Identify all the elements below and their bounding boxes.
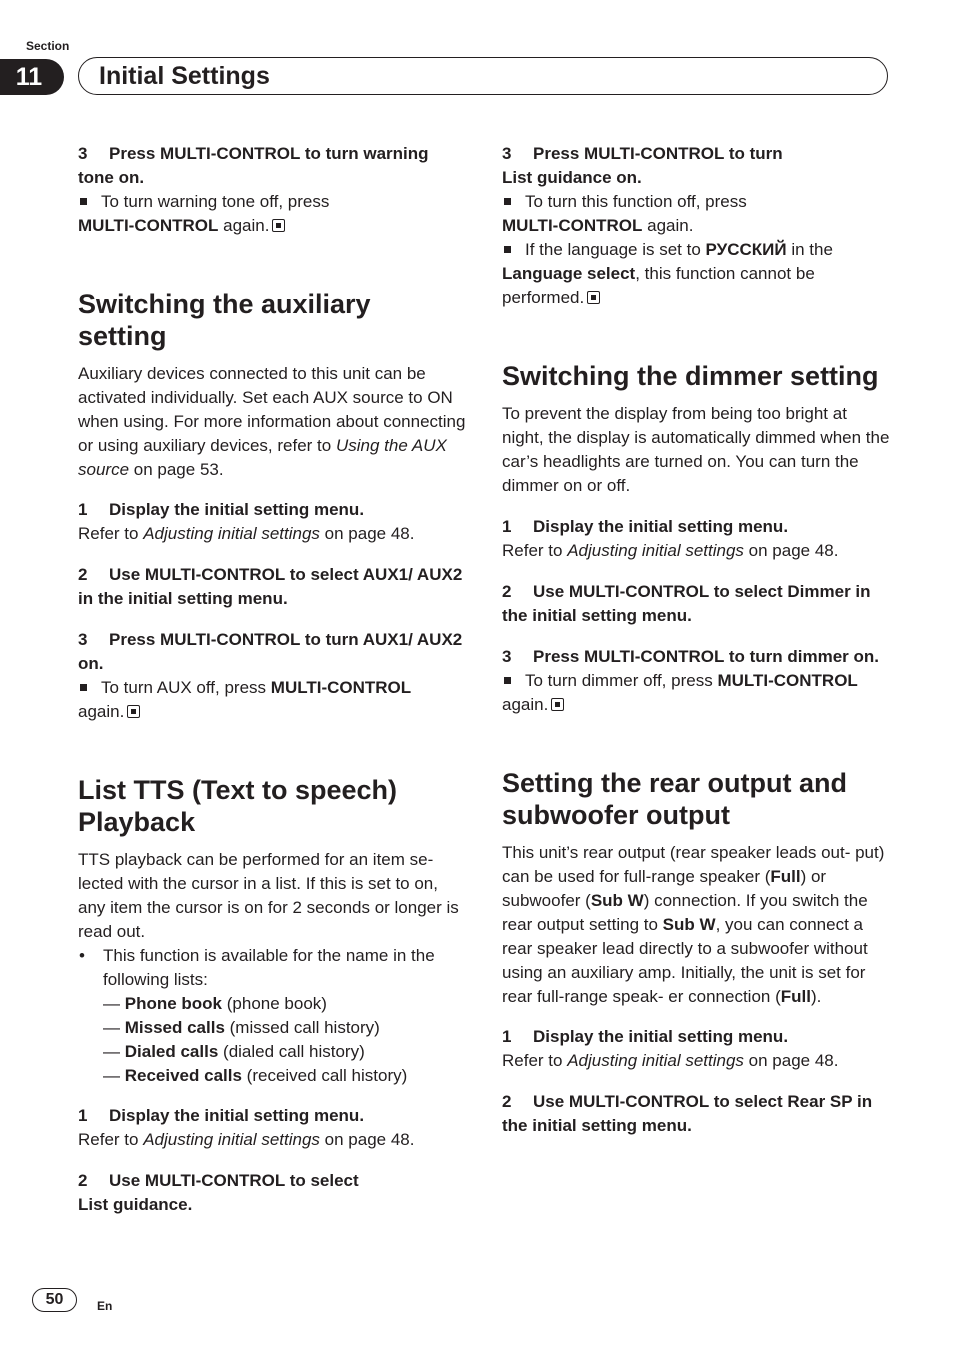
paragraph: Refer to Adjusting initial settings on page 48. xyxy=(502,541,839,560)
list-item: — Received calls (received call history) xyxy=(103,1066,408,1085)
list-item: — Phone book (phone book) xyxy=(103,994,327,1013)
heading-tts: List TTS (Text to speech) Playback xyxy=(78,775,398,837)
list-item: — Missed calls (missed call history) xyxy=(103,1018,380,1037)
paragraph: This unit’s rear output (rear speaker leads out- put) can be used for full-range speaker (Full) or subwoofer (Sub W) connection. If you switch the rear output setting to Sub W, you can connect a rear speaker lead directly to a subwoofer without using an auxiliary amp. Initially, the unit is set for rear full-range speak- er connection (Full). xyxy=(502,843,885,1006)
end-mark-icon xyxy=(551,698,564,711)
note: To turn this function off, press MULTI-CONTROL again. xyxy=(502,192,747,235)
paragraph: To prevent the display from being too bright at night, the display is automatically dimmed when the car’s headlights are turned on. You can turn the dimmer on or off. xyxy=(502,404,890,495)
step-heading: 3 Press MULTI-CONTROL to turn dimmer on. xyxy=(502,647,879,666)
paragraph: TTS playback can be performed for an item se- lected with the cursor in a list. If this is set to on, any item the cursor is on for 2 seconds or longer is read out. xyxy=(78,850,459,941)
step-heading: 2 Use MULTI-CONTROL to select Rear SP in the initial setting menu. xyxy=(502,1092,873,1135)
section-title-bar xyxy=(78,57,888,95)
note: To turn warning tone off, press MULTI-CONTROL again. xyxy=(78,192,330,235)
right-column xyxy=(502,142,890,1138)
heading-dimmer: Switching the dimmer setting xyxy=(502,361,879,391)
note: To turn dimmer off, press MULTI-CONTROL again. xyxy=(502,671,858,714)
heading-auxiliary: Switching the auxiliary setting xyxy=(78,289,371,351)
bullet-square-icon xyxy=(504,677,511,684)
step-heading: 2 Use MULTI-CONTROL to select List guidance. xyxy=(78,1171,359,1214)
section-label: Section xyxy=(26,39,70,53)
page-number: 50 xyxy=(32,1288,77,1312)
heading-rear-output: Setting the rear output and subwoofer output xyxy=(502,768,848,830)
step-heading: 3 Press MULTI-CONTROL to turn AUX1/ AUX2 on. xyxy=(78,630,463,673)
bullet-square-icon xyxy=(504,246,511,253)
list-item: — Dialed calls (dialed call history) xyxy=(103,1042,365,1061)
end-mark-icon xyxy=(127,705,140,718)
note: To turn AUX off, press MULTI-CONTROL again. xyxy=(78,678,412,721)
bullet-square-icon xyxy=(504,198,511,205)
note: If the language is set to РУССКИЙ in the Language select, this function cannot be performed. xyxy=(502,240,833,307)
section-title: Initial Settings xyxy=(99,61,270,90)
step-heading: 2 Use MULTI-CONTROL to select Dimmer in the initial setting menu. xyxy=(502,582,871,625)
bullet-square-icon xyxy=(80,684,87,691)
paragraph: Auxiliary devices connected to this unit can be activated individually. Set each AUX source to ON when using. For more information about connecting or using auxiliary devices, refer to Using the AUX source on page 53. xyxy=(78,364,466,479)
step-heading: 1 Display the initial setting menu. xyxy=(78,1106,365,1125)
end-mark-icon xyxy=(272,219,285,232)
left-column xyxy=(78,142,466,1217)
step-heading: 1 Display the initial setting menu. xyxy=(502,1027,789,1046)
end-mark-icon xyxy=(587,291,600,304)
step-heading: 3 Press MULTI-CONTROL to turn warning tone on. xyxy=(78,144,429,187)
step-heading: 1 Display the initial setting menu. xyxy=(78,500,365,519)
step-heading: 3 Press MULTI-CONTROL to turn List guidance on. xyxy=(502,144,783,187)
list-item: • This function is available for the name in the following lists: xyxy=(78,944,466,992)
paragraph: Refer to Adjusting initial settings on page 48. xyxy=(78,1130,415,1149)
step-heading: 1 Display the initial setting menu. xyxy=(502,517,789,536)
step-heading: 2 Use MULTI-CONTROL to select AUX1/ AUX2 in the initial setting menu. xyxy=(78,565,463,608)
paragraph: Refer to Adjusting initial settings on page 48. xyxy=(78,524,415,543)
section-number-tab: 11 xyxy=(0,59,64,95)
language-label: En xyxy=(97,1299,113,1313)
paragraph: Refer to Adjusting initial settings on page 48. xyxy=(502,1051,839,1070)
bullet-square-icon xyxy=(80,198,87,205)
bullet-list xyxy=(78,944,466,992)
